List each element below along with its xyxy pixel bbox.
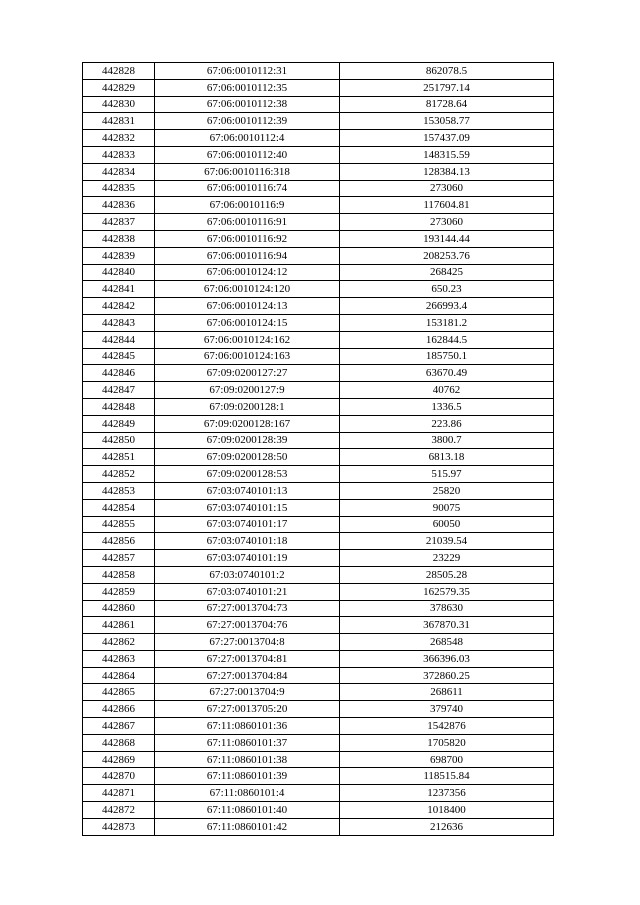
row-number-cell: 442873 bbox=[83, 818, 155, 835]
cadastral-number-cell: 67:09:0200127:27 bbox=[155, 365, 340, 382]
table-row bbox=[83, 298, 554, 315]
row-number-cell: 442848 bbox=[83, 398, 155, 415]
row-number-cell: 442851 bbox=[83, 449, 155, 466]
value-cell: 6813.18 bbox=[340, 449, 554, 466]
table-row bbox=[83, 516, 554, 533]
value-cell: 63670.49 bbox=[340, 365, 554, 382]
row-number-cell: 442829 bbox=[83, 79, 155, 96]
value-cell: 698700 bbox=[340, 751, 554, 768]
value-cell: 268611 bbox=[340, 684, 554, 701]
row-number-cell: 442862 bbox=[83, 634, 155, 651]
table-row bbox=[83, 600, 554, 617]
value-cell: 117604.81 bbox=[340, 197, 554, 214]
table-row bbox=[83, 180, 554, 197]
cadastral-number-cell: 67:09:0200128:50 bbox=[155, 449, 340, 466]
cadastral-number-cell: 67:03:0740101:2 bbox=[155, 566, 340, 583]
row-number-cell: 442833 bbox=[83, 146, 155, 163]
value-cell: 366396.03 bbox=[340, 650, 554, 667]
table-row bbox=[83, 449, 554, 466]
value-cell: 128384.13 bbox=[340, 163, 554, 180]
value-cell: 153058.77 bbox=[340, 113, 554, 130]
table-row bbox=[83, 785, 554, 802]
row-number-cell: 442870 bbox=[83, 768, 155, 785]
cadastral-number-cell: 67:03:0740101:18 bbox=[155, 533, 340, 550]
row-number-cell: 442844 bbox=[83, 331, 155, 348]
cadastral-number-cell: 67:27:0013705:20 bbox=[155, 701, 340, 718]
value-cell: 185750.1 bbox=[340, 348, 554, 365]
table-row bbox=[83, 247, 554, 264]
cadastral-number-cell: 67:11:0860101:36 bbox=[155, 718, 340, 735]
cadastral-number-cell: 67:06:0010112:40 bbox=[155, 146, 340, 163]
row-number-cell: 442858 bbox=[83, 566, 155, 583]
cadastral-number-cell: 67:06:0010124:163 bbox=[155, 348, 340, 365]
table-row bbox=[83, 113, 554, 130]
cadastral-number-cell: 67:11:0860101:4 bbox=[155, 785, 340, 802]
value-cell: 372860.25 bbox=[340, 667, 554, 684]
cadastral-number-cell: 67:06:0010112:39 bbox=[155, 113, 340, 130]
table-row bbox=[83, 818, 554, 835]
table-row bbox=[83, 432, 554, 449]
cadastral-number-cell: 67:06:0010116:91 bbox=[155, 214, 340, 231]
value-cell: 81728.64 bbox=[340, 96, 554, 113]
table-row bbox=[83, 701, 554, 718]
row-number-cell: 442830 bbox=[83, 96, 155, 113]
table-row bbox=[83, 415, 554, 432]
value-cell: 1018400 bbox=[340, 802, 554, 819]
cadastral-number-cell: 67:09:0200128:39 bbox=[155, 432, 340, 449]
row-number-cell: 442836 bbox=[83, 197, 155, 214]
value-cell: 367870.31 bbox=[340, 617, 554, 634]
row-number-cell: 442845 bbox=[83, 348, 155, 365]
value-cell: 90075 bbox=[340, 499, 554, 516]
value-cell: 60050 bbox=[340, 516, 554, 533]
value-cell: 148315.59 bbox=[340, 146, 554, 163]
row-number-cell: 442843 bbox=[83, 314, 155, 331]
cadastral-number-cell: 67:06:0010124:13 bbox=[155, 298, 340, 315]
table-row bbox=[83, 314, 554, 331]
row-number-cell: 442871 bbox=[83, 785, 155, 802]
row-number-cell: 442859 bbox=[83, 583, 155, 600]
row-number-cell: 442856 bbox=[83, 533, 155, 550]
table-row bbox=[83, 230, 554, 247]
row-number-cell: 442872 bbox=[83, 802, 155, 819]
value-cell: 40762 bbox=[340, 382, 554, 399]
value-cell: 157437.09 bbox=[340, 130, 554, 147]
row-number-cell: 442854 bbox=[83, 499, 155, 516]
cadastral-number-cell: 67:11:0860101:40 bbox=[155, 802, 340, 819]
value-cell: 1336.5 bbox=[340, 398, 554, 415]
row-number-cell: 442860 bbox=[83, 600, 155, 617]
row-number-cell: 442849 bbox=[83, 415, 155, 432]
cadastral-number-cell: 67:03:0740101:15 bbox=[155, 499, 340, 516]
value-cell: 650.23 bbox=[340, 281, 554, 298]
row-number-cell: 442850 bbox=[83, 432, 155, 449]
cadastral-number-cell: 67:06:0010112:31 bbox=[155, 63, 340, 80]
row-number-cell: 442865 bbox=[83, 684, 155, 701]
table-row bbox=[83, 650, 554, 667]
row-number-cell: 442837 bbox=[83, 214, 155, 231]
cadastral-number-cell: 67:09:0200128:53 bbox=[155, 466, 340, 483]
value-cell: 162579.35 bbox=[340, 583, 554, 600]
value-cell: 1705820 bbox=[340, 734, 554, 751]
table-row bbox=[83, 197, 554, 214]
cadastral-value-table bbox=[82, 62, 554, 836]
table-row bbox=[83, 382, 554, 399]
value-cell: 118515.84 bbox=[340, 768, 554, 785]
row-number-cell: 442835 bbox=[83, 180, 155, 197]
table-row bbox=[83, 533, 554, 550]
cadastral-number-cell: 67:27:0013704:81 bbox=[155, 650, 340, 667]
table-row bbox=[83, 550, 554, 567]
value-cell: 268425 bbox=[340, 264, 554, 281]
row-number-cell: 442861 bbox=[83, 617, 155, 634]
table-row bbox=[83, 499, 554, 516]
value-cell: 208253.76 bbox=[340, 247, 554, 264]
table-body bbox=[83, 63, 554, 836]
table-row bbox=[83, 583, 554, 600]
cadastral-number-cell: 67:06:0010112:38 bbox=[155, 96, 340, 113]
row-number-cell: 442864 bbox=[83, 667, 155, 684]
cadastral-number-cell: 67:09:0200128:167 bbox=[155, 415, 340, 432]
table-row bbox=[83, 466, 554, 483]
table-row bbox=[83, 617, 554, 634]
cadastral-number-cell: 67:11:0860101:37 bbox=[155, 734, 340, 751]
cadastral-number-cell: 67:27:0013704:8 bbox=[155, 634, 340, 651]
row-number-cell: 442852 bbox=[83, 466, 155, 483]
table-row bbox=[83, 63, 554, 80]
row-number-cell: 442840 bbox=[83, 264, 155, 281]
cadastral-number-cell: 67:27:0013704:9 bbox=[155, 684, 340, 701]
table-row bbox=[83, 398, 554, 415]
table-row bbox=[83, 634, 554, 651]
table-row bbox=[83, 163, 554, 180]
table-row bbox=[83, 684, 554, 701]
row-number-cell: 442867 bbox=[83, 718, 155, 735]
table-row bbox=[83, 331, 554, 348]
cadastral-number-cell: 67:06:0010112:4 bbox=[155, 130, 340, 147]
cadastral-number-cell: 67:11:0860101:39 bbox=[155, 768, 340, 785]
table-row bbox=[83, 130, 554, 147]
table-row bbox=[83, 281, 554, 298]
row-number-cell: 442868 bbox=[83, 734, 155, 751]
cadastral-number-cell: 67:06:0010116:9 bbox=[155, 197, 340, 214]
cadastral-number-cell: 67:06:0010116:94 bbox=[155, 247, 340, 264]
value-cell: 21039.54 bbox=[340, 533, 554, 550]
table-row bbox=[83, 751, 554, 768]
cadastral-number-cell: 67:06:0010116:318 bbox=[155, 163, 340, 180]
row-number-cell: 442847 bbox=[83, 382, 155, 399]
table-row bbox=[83, 768, 554, 785]
cadastral-number-cell: 67:06:0010116:92 bbox=[155, 230, 340, 247]
value-cell: 153181.2 bbox=[340, 314, 554, 331]
cadastral-number-cell: 67:06:0010116:74 bbox=[155, 180, 340, 197]
value-cell: 3800.7 bbox=[340, 432, 554, 449]
row-number-cell: 442841 bbox=[83, 281, 155, 298]
table-row bbox=[83, 214, 554, 231]
table-row bbox=[83, 566, 554, 583]
value-cell: 25820 bbox=[340, 482, 554, 499]
table-row bbox=[83, 79, 554, 96]
cadastral-number-cell: 67:09:0200127:9 bbox=[155, 382, 340, 399]
value-cell: 251797.14 bbox=[340, 79, 554, 96]
cadastral-number-cell: 67:27:0013704:73 bbox=[155, 600, 340, 617]
table-row bbox=[83, 802, 554, 819]
cadastral-number-cell: 67:06:0010124:15 bbox=[155, 314, 340, 331]
value-cell: 266993.4 bbox=[340, 298, 554, 315]
value-cell: 28505.28 bbox=[340, 566, 554, 583]
cadastral-number-cell: 67:09:0200128:1 bbox=[155, 398, 340, 415]
row-number-cell: 442831 bbox=[83, 113, 155, 130]
row-number-cell: 442863 bbox=[83, 650, 155, 667]
row-number-cell: 442855 bbox=[83, 516, 155, 533]
table-row bbox=[83, 365, 554, 382]
table-row bbox=[83, 264, 554, 281]
table-row bbox=[83, 482, 554, 499]
cadastral-number-cell: 67:06:0010112:35 bbox=[155, 79, 340, 96]
cadastral-number-cell: 67:03:0740101:17 bbox=[155, 516, 340, 533]
cadastral-number-cell: 67:03:0740101:21 bbox=[155, 583, 340, 600]
row-number-cell: 442839 bbox=[83, 247, 155, 264]
value-cell: 273060 bbox=[340, 180, 554, 197]
cadastral-number-cell: 67:03:0740101:19 bbox=[155, 550, 340, 567]
table-row bbox=[83, 348, 554, 365]
row-number-cell: 442834 bbox=[83, 163, 155, 180]
table-row bbox=[83, 667, 554, 684]
cadastral-number-cell: 67:03:0740101:13 bbox=[155, 482, 340, 499]
cadastral-number-cell: 67:27:0013704:84 bbox=[155, 667, 340, 684]
value-cell: 862078.5 bbox=[340, 63, 554, 80]
table-row bbox=[83, 718, 554, 735]
cadastral-number-cell: 67:27:0013704:76 bbox=[155, 617, 340, 634]
value-cell: 162844.5 bbox=[340, 331, 554, 348]
table-row bbox=[83, 96, 554, 113]
value-cell: 515.97 bbox=[340, 466, 554, 483]
value-cell: 23229 bbox=[340, 550, 554, 567]
row-number-cell: 442842 bbox=[83, 298, 155, 315]
value-cell: 273060 bbox=[340, 214, 554, 231]
value-cell: 378630 bbox=[340, 600, 554, 617]
row-number-cell: 442828 bbox=[83, 63, 155, 80]
table-row bbox=[83, 146, 554, 163]
cadastral-number-cell: 67:06:0010124:120 bbox=[155, 281, 340, 298]
row-number-cell: 442853 bbox=[83, 482, 155, 499]
row-number-cell: 442866 bbox=[83, 701, 155, 718]
value-cell: 379740 bbox=[340, 701, 554, 718]
value-cell: 1542876 bbox=[340, 718, 554, 735]
row-number-cell: 442832 bbox=[83, 130, 155, 147]
cadastral-number-cell: 67:06:0010124:12 bbox=[155, 264, 340, 281]
cadastral-number-cell: 67:11:0860101:38 bbox=[155, 751, 340, 768]
row-number-cell: 442846 bbox=[83, 365, 155, 382]
value-cell: 212636 bbox=[340, 818, 554, 835]
cadastral-number-cell: 67:06:0010124:162 bbox=[155, 331, 340, 348]
cadastral-number-cell: 67:11:0860101:42 bbox=[155, 818, 340, 835]
row-number-cell: 442857 bbox=[83, 550, 155, 567]
value-cell: 1237356 bbox=[340, 785, 554, 802]
value-cell: 193144.44 bbox=[340, 230, 554, 247]
value-cell: 268548 bbox=[340, 634, 554, 651]
table-row bbox=[83, 734, 554, 751]
row-number-cell: 442838 bbox=[83, 230, 155, 247]
row-number-cell: 442869 bbox=[83, 751, 155, 768]
value-cell: 223.86 bbox=[340, 415, 554, 432]
